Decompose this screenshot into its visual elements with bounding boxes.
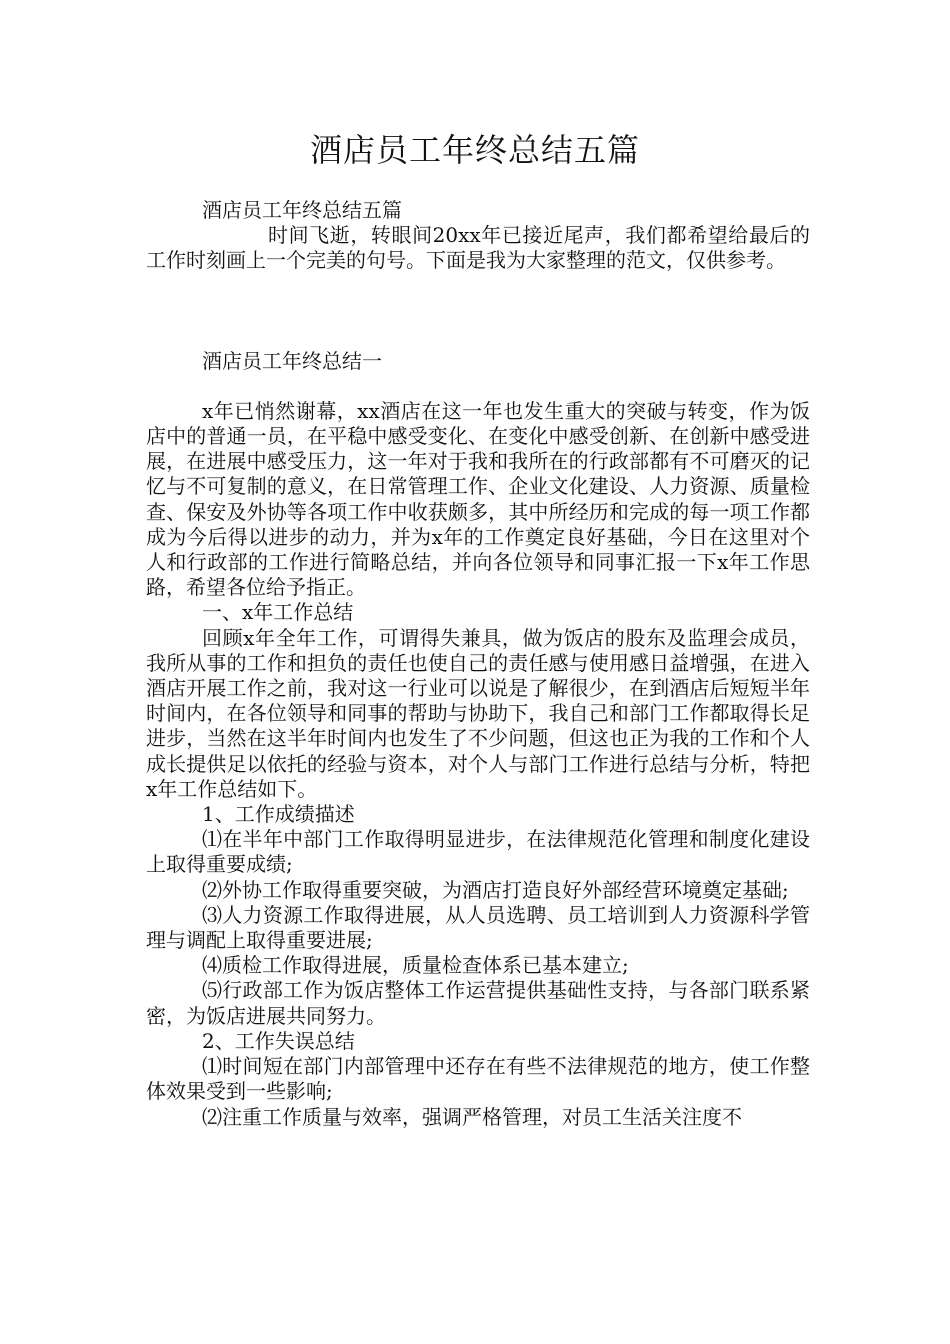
body-paragraph: x年已悄然谢幕，xx酒店在这一年也发生重大的突破与转变，作为饭店中的普通一员，在平稳中感受变化、在变化中感受创新、在创新中感受进展，在进展中感受压力，这一年对于我和我所在的行政部都有不可磨灭的记忆与不可复制的意义，在日常管理工作、企业文化建设、人力资源、质量检查、保安及外协等各项工作中收获颇多，其中所经历和完成的每一项工作都成为今后得以进步的动力，并为x年的工作奠定良好基础，今日在这里对个人和行政部的工作进行简略总结，并向各位领导和同事汇报一下x年工作思路，希望各位给予指正。 — [146, 398, 810, 600]
list-item: ⑴时间短在部门内部管理中还存在有些不法律规范的地方，使工作整体效果受到一些影响; — [146, 1054, 810, 1104]
document-body — [146, 198, 810, 1130]
document-title: 酒店员工年终总结五篇 — [309, 131, 640, 169]
intro-paragraph: 时间飞逝，转眼间20xx年已接近尾声，我们都希望给最后的工作时刻画上一个完美的句号。下面是我为大家整理的范文，仅供参考。 — [146, 223, 810, 273]
list-item: ⑷质检工作取得进展，质量检查体系已基本建立; — [202, 953, 629, 978]
spacer — [146, 374, 810, 399]
list-item: ⑵外协工作取得重要突破，为酒店打造良好外部经营环境奠定基础; — [202, 877, 789, 902]
body-paragraph: 回顾x年全年工作，可谓得失兼具，做为饭店的股东及监理会成员，我所从事的工作和担负的责任也使自己的责任感与使用感日益增强，在进入酒店开展工作之前，我对这一行业可以说是了解很少，在到酒店后短短半年时间内，在各位领导和同事的帮助与协助下，我自己和部门工作都取得长足进步，当然在这半年时间内也发生了不少问题，但这也正为我的工作和个人成长提供足以依托的经验与资本，对个人与部门工作进行总结与分析，特把x年工作总结如下。 — [146, 625, 810, 801]
spacer — [146, 274, 810, 349]
section-heading: 一、x年工作总结 — [202, 600, 354, 625]
subsection-heading: 2、工作失误总结 — [202, 1028, 355, 1053]
list-item: ⑴在半年中部门工作取得明显进步，在法律规范化管理和制度化建设上取得重要成绩; — [146, 827, 810, 877]
list-item: ⑸行政部工作为饭店整体工作运营提供基础性支持，与各部门联系紧密，为饭店进展共同努力。 — [146, 978, 810, 1028]
list-item: ⑵注重工作质量与效率，强调严格管理，对员工生活关注度不 — [202, 1104, 742, 1129]
list-item: ⑶人力资源工作取得进展，从人员选聘、员工培训到人力资源科学管理与调配上取得重要进展; — [146, 902, 810, 953]
section-heading: 酒店员工年终总结一 — [202, 348, 382, 373]
subtitle-paragraph: 酒店员工年终总结五篇 — [202, 198, 402, 222]
subsection-heading: 1、工作成绩描述 — [202, 802, 355, 827]
